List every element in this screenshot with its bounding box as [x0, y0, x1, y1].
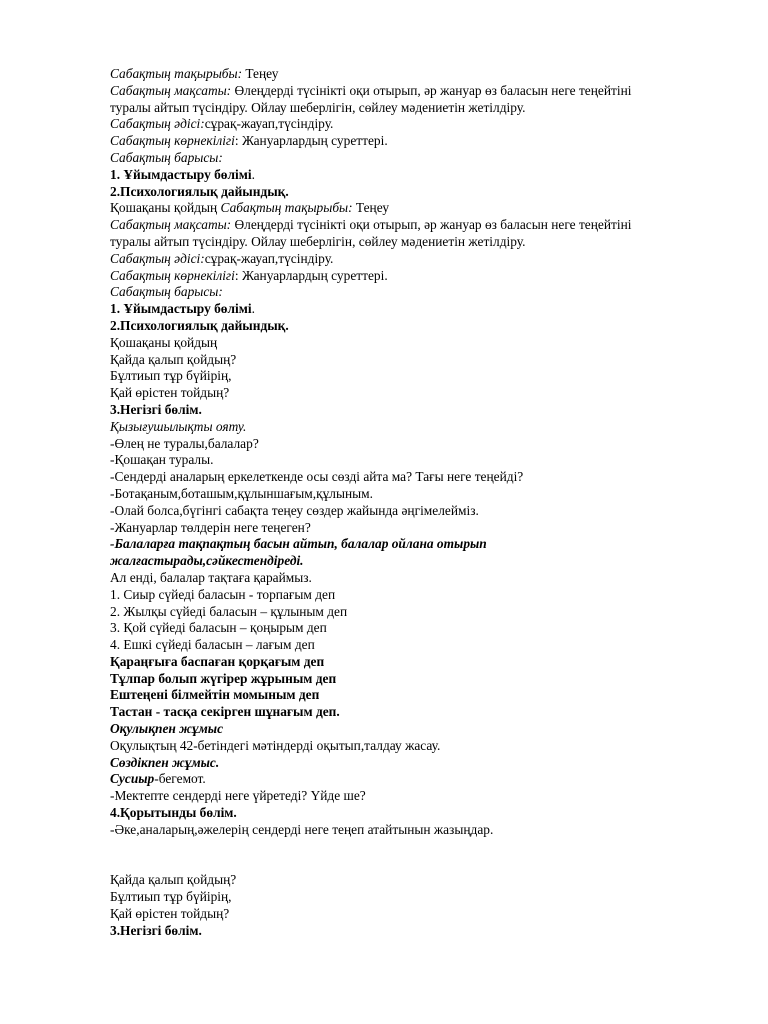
document-page — [110, 66, 670, 939]
text-segment: -Ботақаным,боташым,құлыншағым,құлыным. — [110, 485, 373, 501]
text-line — [110, 167, 670, 184]
text-segment: . — [251, 301, 255, 317]
text-line — [110, 150, 670, 167]
text-segment: Сабақтың тақырыбы: — [110, 66, 243, 81]
text-line — [110, 536, 670, 553]
text-line — [110, 352, 670, 369]
text-segment: 2.Психологиялық дайындық. — [110, 317, 289, 333]
text-segment: Теңеу — [242, 66, 279, 81]
text-line — [110, 385, 670, 402]
text-line — [110, 620, 670, 637]
text-line — [110, 335, 670, 352]
text-line — [110, 587, 670, 604]
text-segment: Бұлтиып тұр бүйірің, — [110, 889, 232, 905]
text-segment: -Жануарлар төлдерін неге теңеген? — [110, 519, 311, 535]
text-segment: : Жануарлардың суреттері. — [234, 133, 388, 149]
text-segment: Ал енді, балалар тақтаға қараймыз. — [110, 569, 312, 585]
text-segment: 4.Қорытынды бөлім. — [110, 805, 237, 821]
text-line — [110, 452, 670, 469]
text-line — [110, 268, 670, 285]
text-segment: 2. Жылқы сүйеді баласын – құлыным деп — [110, 603, 348, 619]
text-segment: Сабақтың тақырыбы: — [220, 200, 353, 216]
text-segment: -Олай болса,бүгінгі сабақта теңеу сөздер жайында әңгімелейміз. — [110, 502, 479, 518]
text-segment: Қай өрістен тойдың? — [110, 385, 230, 401]
text-segment: Сабақтың көрнекілігі — [110, 267, 235, 283]
text-segment: -Әке,аналарың,әжелерің сендерді неге теңеп атайтынын жазыңдар. — [110, 821, 494, 837]
text-segment: 1. Ұйымдастыру бөлімі — [110, 301, 252, 317]
text-segment: Теңеу — [352, 200, 390, 216]
text-line — [110, 116, 670, 133]
text-line — [110, 805, 670, 822]
text-segment: 4. Ешкі сүйеді баласын – лағым деп — [110, 637, 315, 653]
text-segment: Қайда қалып қойдың? — [110, 872, 237, 888]
text-line — [110, 637, 670, 654]
text-line — [110, 822, 670, 839]
text-segment: Қошақаны қойдың — [110, 334, 218, 350]
text-segment: Қызығушылықты ояту. — [110, 418, 247, 434]
text-segment: Сабақтың көрнекілігі — [110, 133, 235, 149]
text-line — [110, 284, 670, 301]
text-segment: Оқулықпен жұмыс — [110, 721, 224, 737]
blank-line — [110, 855, 670, 872]
text-line — [110, 872, 670, 889]
text-line — [110, 889, 670, 906]
text-segment: сұрақ-жауап,түсіндіру. — [204, 250, 334, 266]
text-line — [110, 771, 670, 788]
text-segment: Қошақаны қойдың — [110, 200, 221, 216]
text-segment: -бегемот. — [154, 771, 206, 787]
text-line — [110, 570, 670, 587]
text-segment: Сабақтың барысы: — [110, 284, 223, 300]
text-line — [110, 436, 670, 453]
text-line — [110, 671, 670, 688]
text-line — [110, 486, 670, 503]
text-segment: Сабақтың мақсаты: — [110, 217, 232, 233]
text-segment: Сабақтың әдісі: — [110, 250, 205, 266]
text-segment: 2.Психологиялық дайындық. — [110, 183, 289, 199]
text-segment: Сөздікпен жұмыс. — [110, 754, 220, 770]
text-segment: Қай өрістен тойдың? — [110, 905, 230, 921]
text-segment: Тұлпар болып жүгірер жұрыным деп — [110, 670, 337, 686]
text-line — [110, 906, 670, 923]
text-line — [110, 503, 670, 520]
text-line — [110, 217, 670, 251]
text-segment: Сабақтың мақсаты: — [110, 82, 232, 98]
text-segment: Сабақтың барысы: — [110, 149, 223, 165]
text-segment: : Жануарлардың суреттері. — [234, 267, 388, 283]
text-line — [110, 83, 670, 117]
text-line — [110, 133, 670, 150]
text-segment: 3. Қой сүйеді баласын – қоңырым деп — [110, 620, 327, 636]
text-segment: 3.Негізгі бөлім. — [110, 922, 202, 938]
text-segment: -Өлең не туралы,балалар? — [110, 435, 259, 451]
text-segment: Өлеңдерді түсінікті оқи отырып, әр жануар өз баласын неге теңейтіні туралы айтып түсіндіру. Ойлау шеберлігін, сөйлеу мәдениетін жетілдіру. — [110, 82, 632, 115]
text-line — [110, 654, 670, 671]
text-line — [110, 66, 670, 83]
text-line — [110, 251, 670, 268]
text-segment: Сусиыр — [110, 771, 155, 787]
text-segment: 1. Ұйымдастыру бөлімі — [110, 166, 252, 182]
text-segment: Өлеңдерді түсінікті оқи отырып, әр жануар өз баласын неге теңейтіні туралы айтып түсіндіру. Ойлау шеберлігін, сөйлеу мәдениетін жетілдіру. — [110, 217, 632, 249]
text-segment: 1. Сиыр сүйеді баласын - торпағым деп — [110, 586, 336, 602]
text-segment: 3.Негізгі бөлім. — [110, 401, 202, 417]
text-line — [110, 184, 670, 201]
text-line — [110, 402, 670, 419]
text-line — [110, 788, 670, 805]
text-segment: . — [251, 166, 255, 182]
text-line — [110, 755, 670, 772]
text-line — [110, 301, 670, 318]
text-line — [110, 520, 670, 537]
text-line — [110, 604, 670, 621]
text-segment: Бұлтиып тұр бүйірің, — [110, 368, 232, 384]
text-segment: сұрақ-жауап,түсіндіру. — [204, 116, 334, 132]
text-segment: Қайда қалып қойдың? — [110, 351, 237, 367]
text-line — [110, 368, 670, 385]
text-line — [110, 704, 670, 721]
text-line — [110, 419, 670, 436]
text-segment: Сабақтың әдісі: — [110, 116, 205, 132]
text-segment: Ештеңені білмейтін момыным деп — [110, 687, 320, 703]
text-line — [110, 738, 670, 755]
text-line — [110, 553, 670, 570]
text-line — [110, 318, 670, 335]
text-line — [110, 200, 670, 217]
blank-line — [110, 839, 670, 856]
text-segment: -Қошақан туралы. — [110, 452, 214, 468]
text-segment: -Балаларға тақпақтың басын айтып, балалар ойлана отырып — [110, 536, 487, 552]
text-segment: Тастан - тасқа секірген шұнағым деп. — [110, 704, 340, 720]
text-line — [110, 923, 670, 940]
text-segment: жалғастырады,сәйкестендіреді. — [110, 553, 304, 569]
text-line — [110, 469, 670, 486]
text-line — [110, 687, 670, 704]
text-segment: Қараңғыға баспаған қорқағым деп — [110, 653, 325, 669]
text-line — [110, 721, 670, 738]
text-segment: -Сендерді аналарың еркелеткенде осы сөзді айта ма? Тағы неге теңейді? — [110, 469, 524, 485]
text-segment: Оқулықтың 42-бетіндегі мәтіндерді оқытып,талдау жасау. — [110, 737, 441, 753]
text-segment: -Мектепте сендерді неге үйретеді? Үйде ше? — [110, 788, 366, 804]
